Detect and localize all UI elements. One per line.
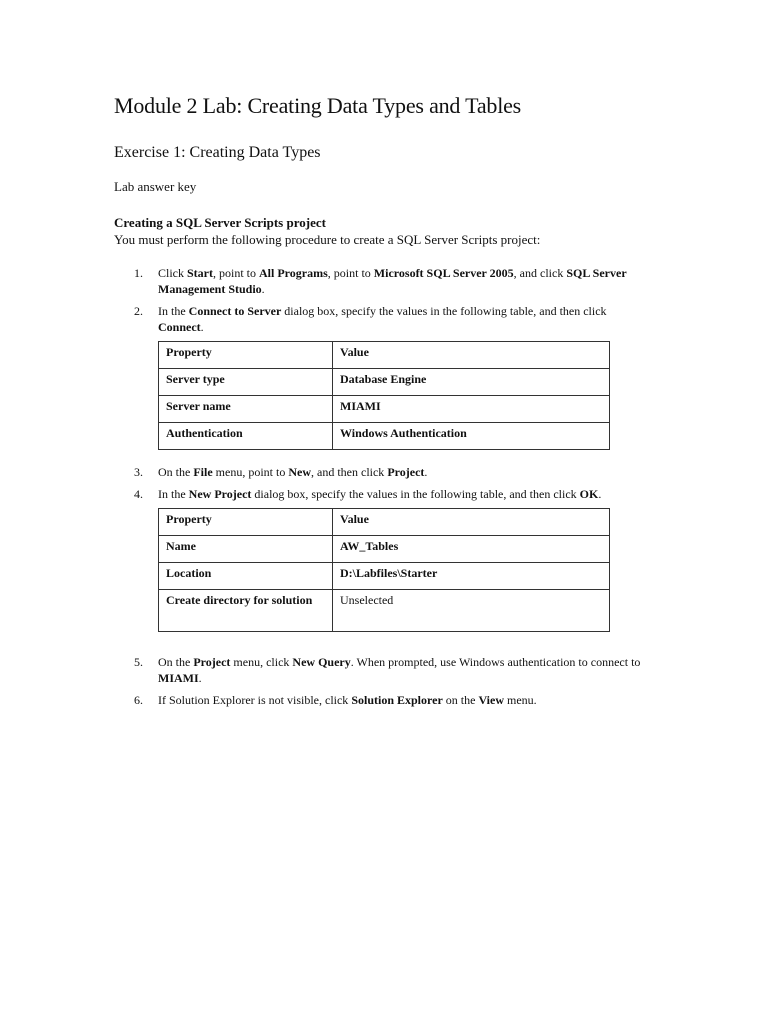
value-cell: Windows Authentication bbox=[333, 423, 610, 450]
new-project-table bbox=[158, 508, 610, 632]
step-number: 3. bbox=[134, 465, 143, 479]
answer-key-label: Lab answer key bbox=[114, 179, 197, 194]
header-cell: Property bbox=[159, 509, 333, 536]
step-3: 3. On the File menu, point to New, and then click Project. bbox=[134, 465, 428, 479]
property-cell: Server name bbox=[159, 396, 333, 423]
value-cell: Unselected bbox=[333, 590, 610, 632]
value-cell: AW_Tables bbox=[333, 536, 610, 563]
step-number: 5. bbox=[134, 655, 143, 669]
value-cell: MIAMI bbox=[333, 396, 610, 423]
property-cell: Name bbox=[159, 536, 333, 563]
table-row bbox=[159, 590, 610, 632]
connect-to-server-table bbox=[158, 341, 610, 450]
procedure-steps bbox=[114, 265, 654, 335]
value-cell: D:\Labfiles\Starter bbox=[333, 563, 610, 590]
value-cell: Database Engine bbox=[333, 369, 610, 396]
document-title: Module 2 Lab: Creating Data Types and Tables bbox=[114, 93, 522, 118]
property-cell: Authentication bbox=[159, 423, 333, 450]
table-row bbox=[159, 536, 610, 563]
step-2: 2. In the Connect to Server dialog box, specify the values in the following table, and then click Connect. bbox=[134, 304, 607, 334]
step-1: 1. Click Start, point to All Programs, point to Microsoft SQL Server 2005, and click SQL Server Management Studio. bbox=[134, 266, 627, 296]
table-row bbox=[159, 369, 610, 396]
step-number: 1. bbox=[134, 266, 143, 280]
header-cell: Value bbox=[333, 509, 610, 536]
property-cell: Create directory for solution bbox=[159, 590, 333, 632]
table-row bbox=[159, 396, 610, 423]
step-4: 4. In the New Project dialog box, specify the values in the following table, and then click OK. bbox=[134, 487, 602, 501]
section-intro: You must perform the following procedure to create a SQL Server Scripts project: bbox=[114, 232, 541, 247]
step-5: 5. On the Project menu, click New Query. When prompted, use Windows authentication to connect to MIAMI. bbox=[134, 655, 641, 685]
exercise-title: Exercise 1: Creating Data Types bbox=[114, 144, 321, 161]
step-number: 6. bbox=[134, 693, 143, 707]
table-header-row bbox=[159, 509, 610, 536]
table-row bbox=[159, 423, 610, 450]
procedure-steps-final bbox=[114, 654, 654, 708]
table-header-row bbox=[159, 342, 610, 369]
step-number: 4. bbox=[134, 487, 143, 501]
step-6: 6. If Solution Explorer is not visible, click Solution Explorer on the View menu. bbox=[134, 693, 537, 707]
table-row bbox=[159, 563, 610, 590]
procedure-steps-continued bbox=[114, 464, 654, 502]
property-cell: Server type bbox=[159, 369, 333, 396]
header-cell: Property bbox=[159, 342, 333, 369]
header-cell: Value bbox=[333, 342, 610, 369]
property-cell: Location bbox=[159, 563, 333, 590]
step-number: 2. bbox=[134, 304, 143, 318]
document-page bbox=[114, 92, 654, 714]
section-heading: Creating a SQL Server Scripts project bbox=[114, 215, 326, 230]
